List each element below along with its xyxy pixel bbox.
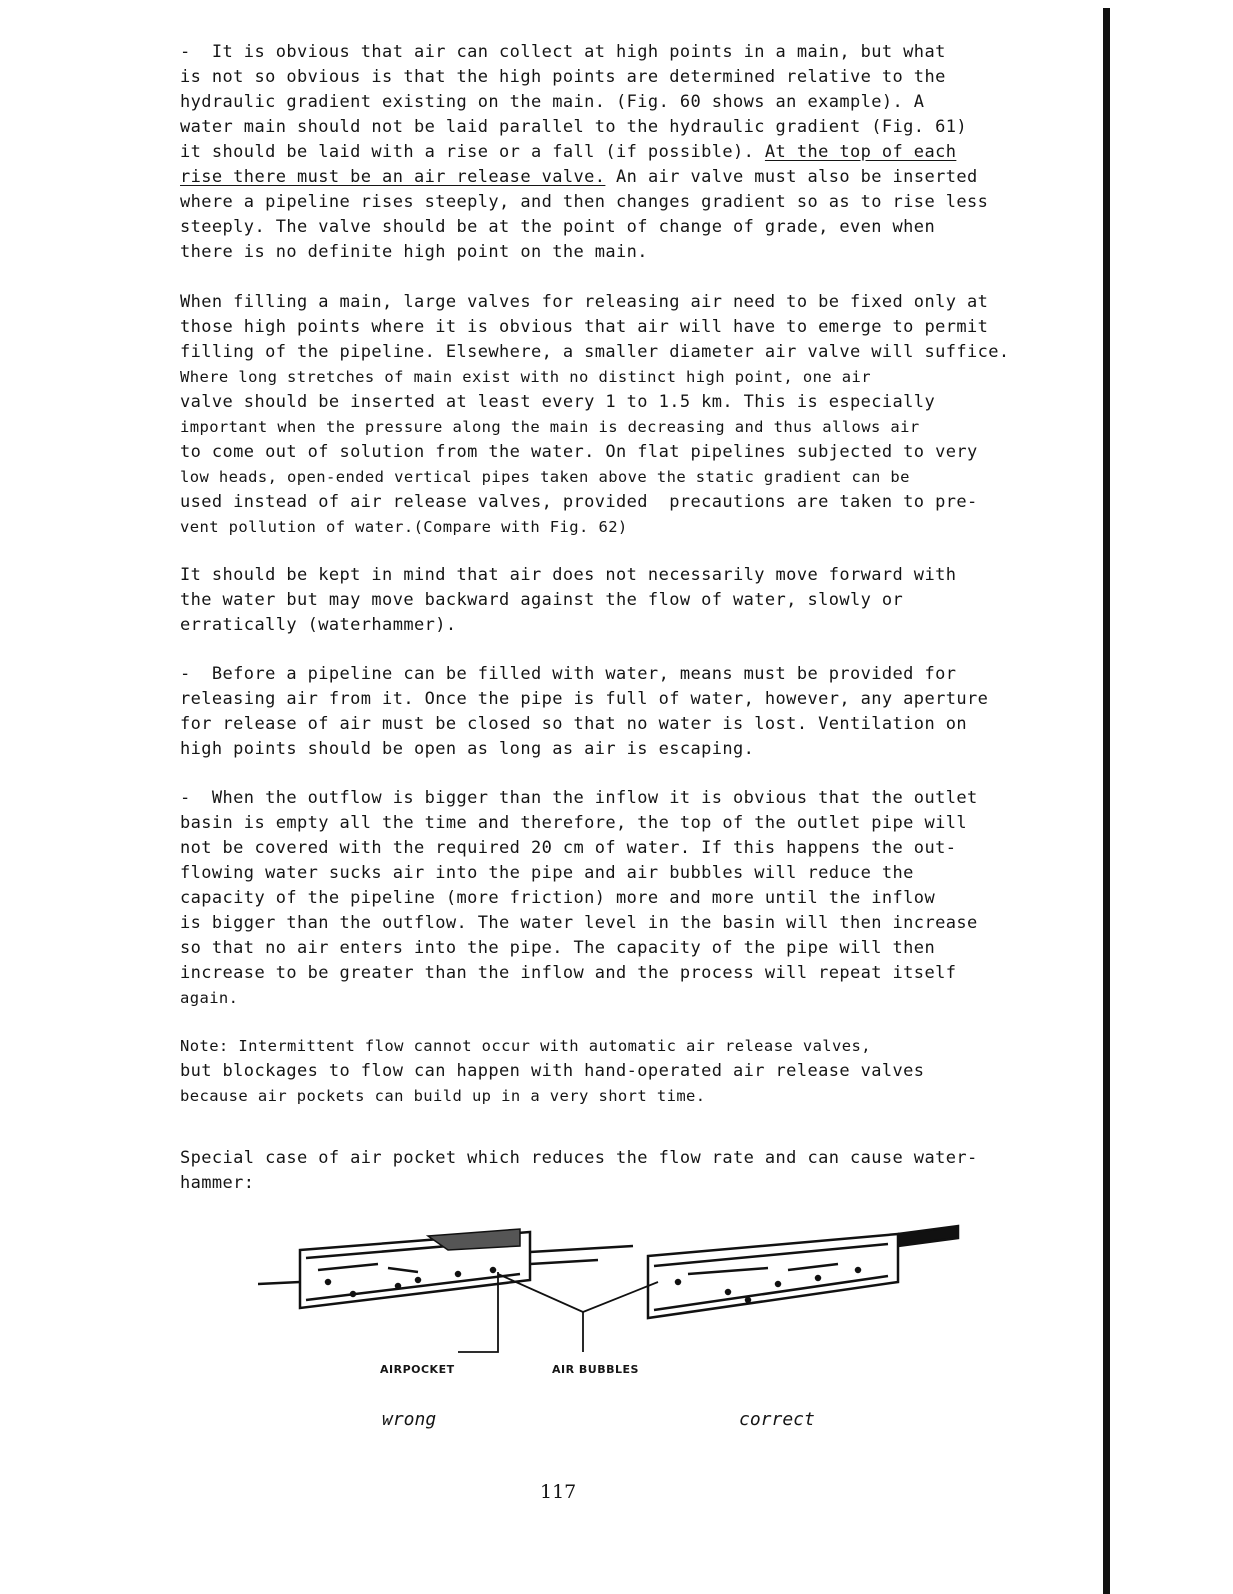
text-line: steeply. The valve should be at the point of change of grade, even when bbox=[180, 217, 936, 237]
text-line: basin is empty all the time and therefore, the top of the outlet pipe will bbox=[180, 813, 967, 833]
text-line: water main should not be laid parallel to the hydraulic gradient (Fig. 61) bbox=[180, 117, 967, 137]
wrong-pipe-drawing bbox=[258, 1229, 633, 1308]
text-line: hydraulic gradient existing on the main. (Fig. 60 shows an example). A bbox=[180, 92, 925, 112]
correct-pipe-drawing bbox=[648, 1226, 958, 1318]
text-line: releasing air from it. Once the pipe is full of water, however, any aperture bbox=[180, 689, 989, 709]
text-line: Special case of air pocket which reduces the flow rate and can cause water- bbox=[180, 1148, 978, 1168]
text-line: used instead of air release valves, provided precautions are taken to pre- bbox=[180, 492, 978, 512]
text-line: so that no air enters into the pipe. The capacity of the pipe will then bbox=[180, 938, 936, 958]
text-line: where a pipeline rises steeply, and then changes gradient so as to rise less bbox=[180, 192, 989, 212]
text-line: is bigger than the outflow. The water level in the basin will then increase bbox=[180, 913, 978, 933]
text-line: - It is obvious that air can collect at high points in a main, but what bbox=[180, 42, 946, 62]
text-line: but blockages to flow can happen with hand-operated air release valves bbox=[180, 1061, 925, 1081]
text-line: because air pockets can build up in a very short time. bbox=[180, 1087, 706, 1105]
text-span: it should be laid with a rise or a fall (if possible). bbox=[180, 142, 765, 162]
text-line: Note: Intermittent flow cannot occur with automatic air release valves, bbox=[180, 1037, 871, 1055]
page-edge-rule bbox=[1103, 8, 1110, 1594]
paragraph-air-movement bbox=[180, 563, 1080, 638]
paragraph-releasing-air bbox=[180, 662, 1080, 762]
paragraph-filling-main bbox=[180, 290, 1080, 540]
caption-correct: correct bbox=[739, 1409, 815, 1430]
paragraph-outflow bbox=[180, 786, 1080, 1011]
text-line: not be covered with the required 20 cm of water. If this happens the out- bbox=[180, 838, 957, 858]
paragraph-high-points bbox=[180, 40, 1080, 265]
page-number: 117 bbox=[540, 1481, 577, 1503]
text-line: is not so obvious is that the high points are determined relative to the bbox=[180, 67, 946, 87]
text-line: - Before a pipeline can be filled with water, means must be provided for bbox=[180, 664, 957, 684]
note-paragraph bbox=[180, 1034, 1080, 1109]
text-line: - When the outflow is bigger than the inflow it is obvious that the outlet bbox=[180, 788, 978, 808]
text-line: low heads, open-ended vertical pipes taken above the static gradient can be bbox=[180, 468, 910, 486]
text-line: high points should be open as long as air is escaping. bbox=[180, 739, 755, 759]
underlined-text: At the top of each bbox=[764, 142, 957, 162]
pipe-outlet-figure bbox=[258, 1212, 978, 1362]
text-line: It should be kept in mind that air does not necessarily move forward with bbox=[180, 565, 957, 585]
text-line: there is no definite high point on the main. bbox=[180, 242, 648, 262]
text-line: increase to be greater than the inflow and the process will repeat itself bbox=[180, 963, 957, 983]
airpocket-label: AIRPOCKET bbox=[380, 1363, 455, 1376]
caption-wrong: wrong bbox=[382, 1409, 437, 1430]
text-line: filling of the pipeline. Elsewhere, a smaller diameter air valve will suffice. bbox=[180, 342, 1010, 362]
text-line bbox=[180, 140, 1080, 165]
text-line: those high points where it is obvious that air will have to emerge to permit bbox=[180, 317, 989, 337]
text-line: important when the pressure along the main is decreasing and thus allows air bbox=[180, 418, 920, 436]
special-case-paragraph bbox=[180, 1146, 1080, 1196]
text-line: Where long stretches of main exist with no distinct high point, one air bbox=[180, 368, 871, 386]
text-span: An air valve must also be inserted bbox=[605, 167, 978, 187]
text-line: vent pollution of water.(Compare with Fig. 62) bbox=[180, 518, 628, 536]
text-line bbox=[180, 165, 1080, 190]
text-line: erratically (waterhammer). bbox=[180, 615, 457, 635]
text-line: flowing water sucks air into the pipe and air bubbles will reduce the bbox=[180, 863, 914, 883]
underlined-text: rise there must be an air release valve. bbox=[180, 167, 606, 187]
text-line: again. bbox=[180, 989, 239, 1007]
text-line: for release of air must be closed so that no water is lost. Ventilation on bbox=[180, 714, 967, 734]
text-line: capacity of the pipeline (more friction) more and more until the inflow bbox=[180, 888, 936, 908]
air-bubbles-label: AIR BUBBLES bbox=[552, 1363, 639, 1376]
text-line: When filling a main, large valves for releasing air need to be fixed only at bbox=[180, 292, 989, 312]
text-line: valve should be inserted at least every 1 to 1.5 km. This is especially bbox=[180, 392, 936, 412]
text-line: to come out of solution from the water. On flat pipelines subjected to very bbox=[180, 442, 978, 462]
text-line: the water but may move backward against the flow of water, slowly or bbox=[180, 590, 904, 610]
text-line: hammer: bbox=[180, 1173, 255, 1193]
